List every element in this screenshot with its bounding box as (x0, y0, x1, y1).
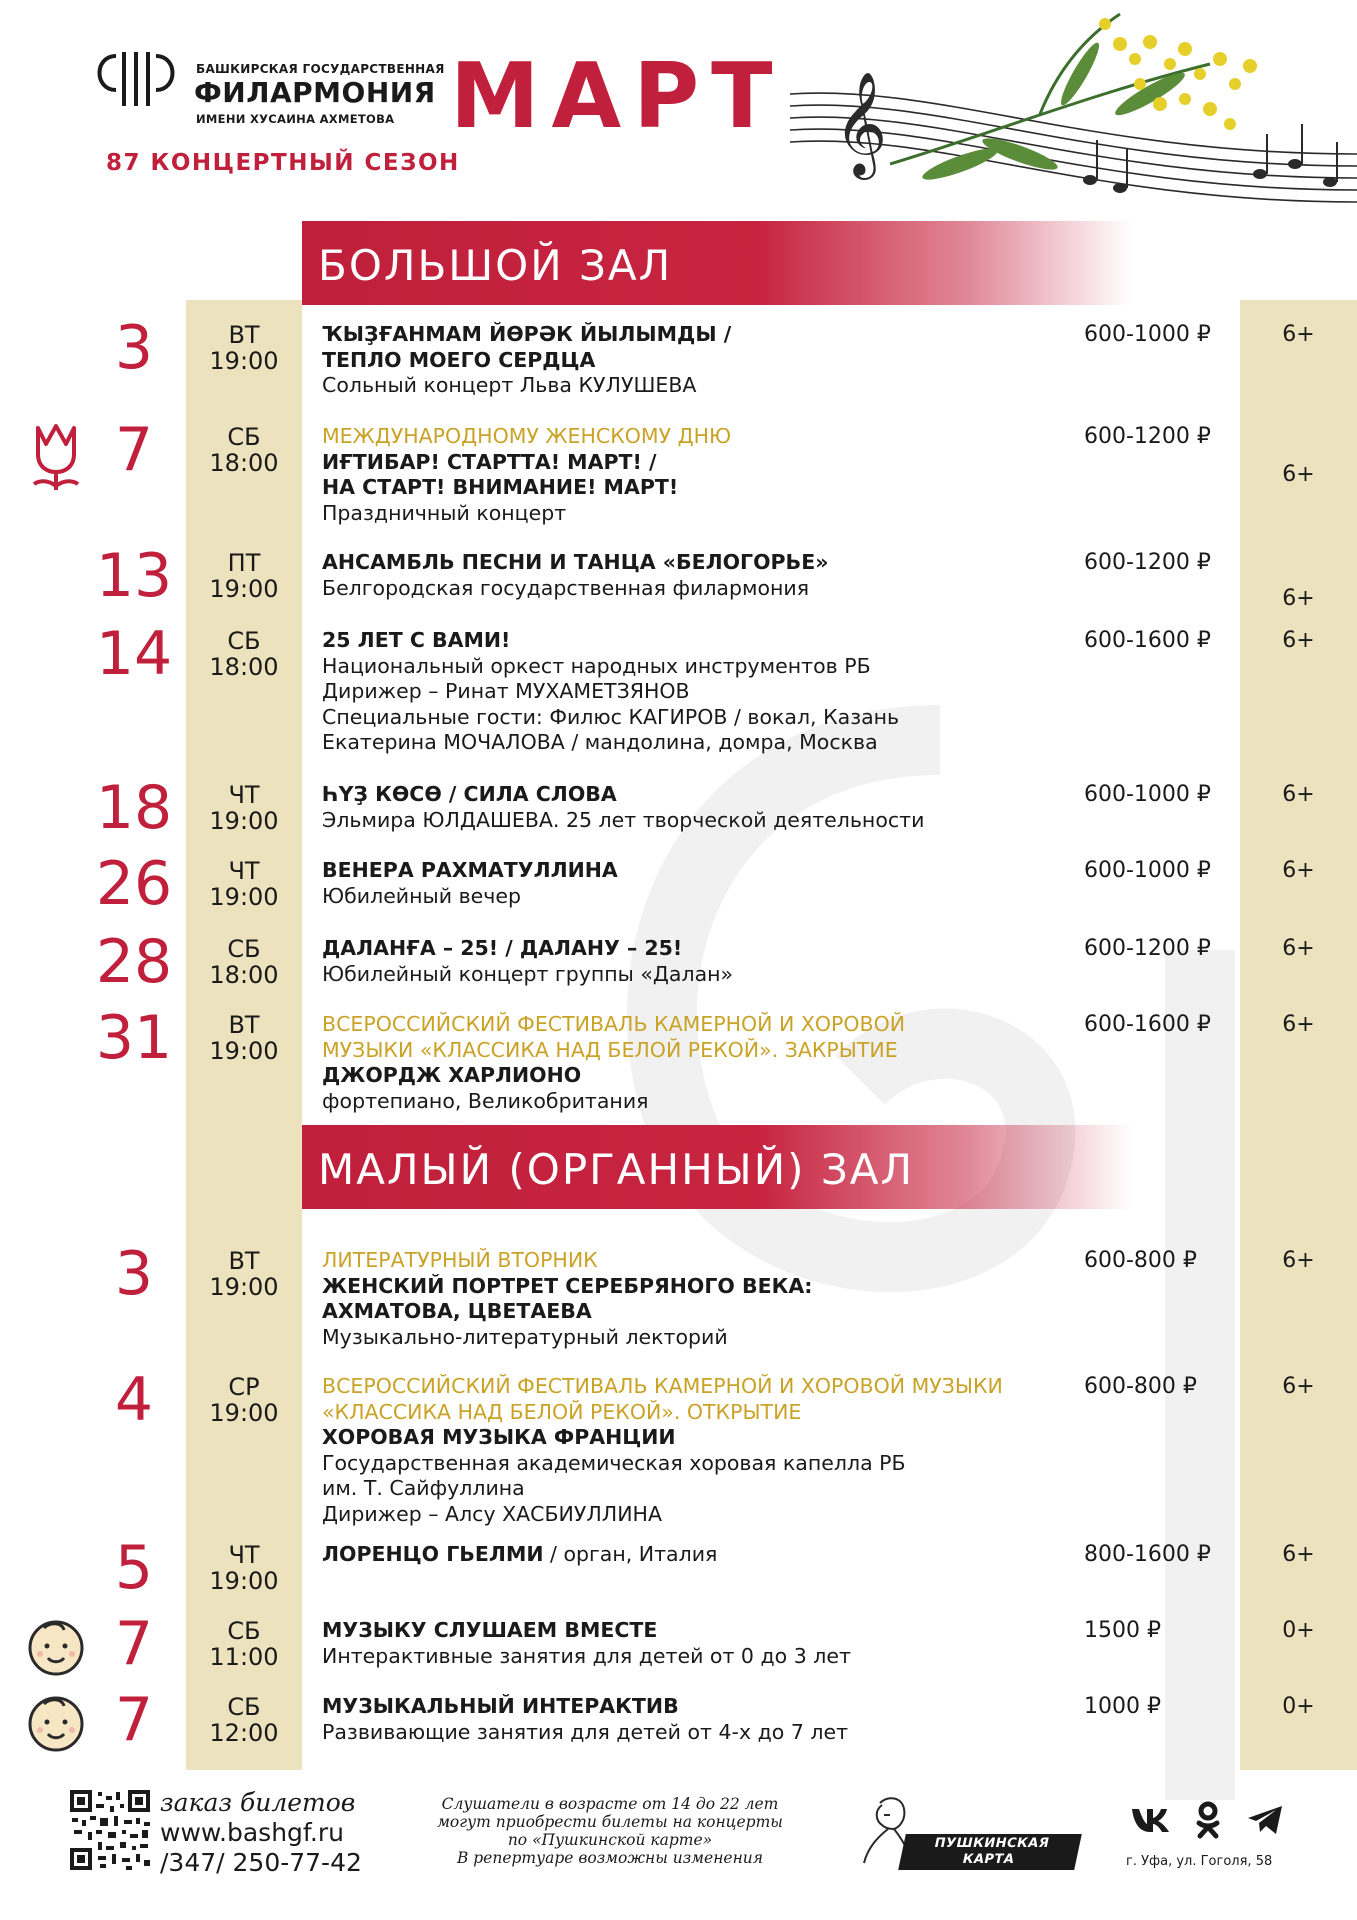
event-age-rating: 0+ (1282, 1618, 1315, 1643)
event-price: 600-800 ₽ (1084, 1248, 1197, 1273)
mimosa-music-decoration (790, 4, 1357, 254)
event-description (322, 550, 1082, 601)
event-weekday: ЧТ (228, 781, 260, 809)
event-subtitle: Государственная академическая хоровая капелла РБ (322, 1450, 906, 1475)
event-subtitle: Юбилейный концерт группы «Далан» (322, 961, 734, 986)
event-subtitle: Интерактивные занятия для детей от 0 до 3 лет (322, 1643, 851, 1668)
event-description (322, 1694, 1082, 1745)
event-weekday: СБ (227, 627, 261, 655)
event-weekday: ЧТ (228, 1541, 260, 1569)
event-day: 31 (95, 1003, 173, 1073)
event-age-rating: 6+ (1282, 782, 1315, 807)
event-tag-line2: «КЛАССИКА НАД БЕЛОЙ РЕКОЙ». ОТКРЫТИЕ (322, 1399, 802, 1424)
event-title: ДЖОРДЖ ХАРЛИОНО (322, 1063, 582, 1087)
month-title: МАРТ (450, 44, 785, 149)
event-title: АНСАМБЛЬ ПЕСНИ И ТАНЦА «БЕЛОГОРЬЕ» (322, 550, 829, 574)
event-day: 26 (95, 849, 173, 919)
event-age-rating: 6+ (1282, 322, 1315, 347)
event-title: ХОРОВАЯ МУЗЫКА ФРАНЦИИ (322, 1425, 676, 1449)
event-day: 7 (114, 1609, 154, 1679)
event-weekday: ВТ (228, 1247, 260, 1275)
event-day: 7 (114, 415, 154, 485)
pushkin-card-badge[interactable] (898, 1834, 1082, 1870)
event-price: 1000 ₽ (1084, 1694, 1161, 1719)
event-title: ДАЛАНҒА – 25! / ДАЛАНУ – 25! (322, 936, 683, 960)
event-price: 600-1600 ₽ (1084, 1012, 1211, 1037)
event-title-line2: ТЕПЛО МОЕГО СЕРДЦА (322, 347, 596, 372)
event-time: 19:00 (209, 1037, 279, 1065)
event-age-rating: 6+ (1282, 628, 1315, 653)
event-title (322, 1542, 1082, 1568)
social-links (1130, 1800, 1290, 1840)
event-title: ҺҮҘ КӨСӨ / СИЛА СЛОВА (322, 782, 617, 806)
event-day: 4 (114, 1365, 154, 1435)
event-weekday: СБ (227, 423, 261, 451)
event-time: 19:00 (209, 575, 279, 603)
event-weekday: СБ (227, 1617, 261, 1645)
org-name-line3: ИМЕНИ ХУСАИНА АХМЕТОВА (196, 112, 395, 126)
event-description (322, 322, 1082, 399)
event-description (322, 628, 1082, 756)
event-tag: ВСЕРОССИЙСКИЙ ФЕСТИВАЛЬ КАМЕРНОЙ И ХОРОВОЙ (322, 1012, 906, 1036)
event-title: МУЗЫКУ СЛУШАЕМ ВМЕСТЕ (322, 1618, 658, 1642)
event-title-line2: НА СТАРТ! ВНИМАНИЕ! МАРТ! (322, 475, 679, 499)
event-price: 600-800 ₽ (1084, 1374, 1197, 1399)
event-price: 600-1200 ₽ (1084, 936, 1211, 961)
hall-title: МАЛЫЙ (ОРГАННЫЙ) ЗАЛ (318, 1145, 915, 1194)
event-day: 18 (95, 773, 173, 843)
event-tag-line2: МУЗЫКИ «КЛАССИКА НАД БЕЛОЙ РЕКОЙ». ЗАКРЫТИЕ (322, 1037, 898, 1062)
website-link[interactable]: www.bashgf.ru (160, 1818, 344, 1847)
event-time: 19:00 (209, 347, 279, 375)
svg-text:𝄞: 𝄞 (834, 71, 888, 176)
org-name: ФИЛАРМОНИЯ (194, 76, 436, 109)
hall-banner-large (302, 221, 1132, 305)
event-subtitle: Музыкально-литературный лекторий (322, 1324, 728, 1349)
event-description (322, 1248, 1082, 1350)
event-subtitle: Белгородская государственная филармония (322, 575, 810, 600)
event-price: 1500 ₽ (1084, 1618, 1161, 1643)
event-weekday: ВТ (228, 321, 260, 349)
pushkin-label-line: ПУШКИНСКАЯ (932, 1836, 1051, 1851)
event-age-rating: 0+ (1282, 1694, 1315, 1719)
telegram-icon[interactable] (1246, 1804, 1284, 1836)
philharmonic-logo (86, 50, 186, 108)
event-age-rating: 6+ (1282, 858, 1315, 883)
event-weekday: ЧТ (228, 857, 260, 885)
vk-icon[interactable] (1130, 1806, 1172, 1834)
note-line: В репертуаре возможны изменения (456, 1849, 764, 1867)
event-title-line2: АХМАТОВА, ЦВЕТАЕВА (322, 1299, 592, 1323)
event-day: 14 (95, 619, 173, 689)
event-title-suffix: / орган, Италия (543, 1542, 718, 1566)
event-title: ИҒТИБАР! СТАРТТА! МАРТ! / (322, 449, 657, 474)
event-time: 11:00 (209, 1643, 279, 1671)
event-subtitle: Развивающие занятия для детей от 4-х до 7 лет (322, 1719, 849, 1744)
event-subtitle: Екатерина МОЧАЛОВА / мандолина, домра, Москва (322, 730, 878, 754)
event-age-rating: 6+ (1282, 586, 1315, 611)
phone-number[interactable]: /347/ 250-77-42 (160, 1848, 362, 1877)
event-title: МУЗЫКАЛЬНЫЙ ИНТЕРАКТИВ (322, 1694, 679, 1718)
event-day: 5 (114, 1533, 154, 1603)
event-age-rating: 6+ (1282, 462, 1315, 487)
event-age-rating: 6+ (1282, 1374, 1315, 1399)
event-subtitle: Сольный концерт Льва КУЛУШЕВА (322, 373, 697, 397)
event-time: 18:00 (209, 449, 279, 477)
event-price: 800-1600 ₽ (1084, 1542, 1211, 1567)
event-weekday: ВТ (228, 1011, 260, 1039)
event-subtitle: Специальные гости: Филюс КАГИРОВ / вокал, Казань (322, 704, 900, 729)
event-time: 19:00 (209, 1399, 279, 1427)
event-title: 25 ЛЕТ С ВАМИ! (322, 628, 511, 652)
event-subtitle: Национальный оркест народных инструментов РБ (322, 653, 871, 678)
event-description (322, 424, 1082, 526)
event-tag: МЕЖДУНАРОДНОМУ ЖЕНСКОМУ ДНЮ (322, 424, 732, 448)
event-subtitle: Праздничный концерт (322, 500, 567, 525)
ticket-order-label: заказ билетов (160, 1788, 356, 1817)
event-age-rating: 6+ (1282, 1542, 1315, 1567)
event-time: 19:00 (209, 1273, 279, 1301)
address: г. Уфа, ул. Гоголя, 58 (1126, 1854, 1273, 1869)
note-line: по «Пушкинской карте» (507, 1831, 713, 1849)
event-day: 13 (95, 541, 173, 611)
pushkin-card-note (400, 1795, 820, 1867)
event-time: 18:00 (209, 961, 279, 989)
hall-banner-organ (302, 1125, 1132, 1209)
odnoklassniki-icon[interactable] (1194, 1800, 1222, 1840)
event-description (322, 1542, 1082, 1568)
event-age-rating: 6+ (1282, 1012, 1315, 1037)
event-subtitle: им. Т. Сайфуллина (322, 1476, 525, 1500)
event-subtitle: Юбилейный вечер (322, 883, 521, 908)
event-weekday: СР (228, 1373, 260, 1401)
event-title: ВЕНЕРА РАХМАТУЛЛИНА (322, 858, 618, 882)
event-price: 600-1600 ₽ (1084, 628, 1211, 653)
event-day: 7 (114, 1685, 154, 1755)
event-tag: ЛИТЕРАТУРНЫЙ ВТОРНИК (322, 1248, 598, 1272)
event-title: ҠЫҘҒАНМАМ ЙӨРӘК ЙЫЛЫМДЫ / (322, 322, 732, 346)
event-time: 19:00 (209, 807, 279, 835)
event-description (322, 936, 1082, 987)
note-line: могут приобрести билеты на концерты (437, 1813, 783, 1831)
pushkin-label-line: КАРТА (960, 1852, 1016, 1867)
event-description (322, 1012, 1082, 1114)
event-day: 28 (95, 927, 173, 997)
qr-code[interactable] (70, 1790, 150, 1870)
hall-title: БОЛЬШОЙ ЗАЛ (318, 241, 673, 290)
event-title-text: ЛОРЕНЦО ГЬЕЛМИ (322, 1542, 544, 1566)
event-tag: ВСЕРОССИЙСКИЙ ФЕСТИВАЛЬ КАМЕРНОЙ И ХОРОВОЙ МУЗЫКИ (322, 1374, 1003, 1398)
event-price: 600-1200 ₽ (1084, 550, 1211, 575)
event-time: 12:00 (209, 1719, 279, 1747)
event-price: 600-1200 ₽ (1084, 424, 1211, 449)
event-description (322, 1374, 1082, 1527)
event-subtitle: Дирижер – Ринат МУХАМЕТЗЯНОВ (322, 679, 690, 703)
org-name-line1: БАШКИРСКАЯ ГОСУДАРСТВЕННАЯ (196, 62, 445, 76)
event-description (322, 782, 1082, 833)
event-weekday: СБ (227, 935, 261, 963)
event-subtitle: Дирижер – Алсу ХАСБИУЛЛИНА (322, 1501, 662, 1526)
event-day: 3 (114, 1239, 154, 1309)
event-description (322, 858, 1082, 909)
event-age-rating: 6+ (1282, 1248, 1315, 1273)
event-weekday: СБ (227, 1693, 261, 1721)
event-weekday: ПТ (227, 549, 261, 577)
event-price: 600-1000 ₽ (1084, 782, 1211, 807)
event-time: 18:00 (209, 653, 279, 681)
event-title: ЖЕНСКИЙ ПОРТРЕТ СЕРЕБРЯНОГО ВЕКА: (322, 1273, 813, 1298)
event-age-rating: 6+ (1282, 936, 1315, 961)
event-subtitle: Эльмира ЮЛДАШЕВА. 25 лет творческой деятельности (322, 807, 925, 832)
event-price: 600-1000 ₽ (1084, 322, 1211, 347)
event-subtitle: фортепиано, Великобритания (322, 1088, 649, 1113)
event-price: 600-1000 ₽ (1084, 858, 1211, 883)
event-time: 19:00 (209, 1567, 279, 1595)
event-description (322, 1618, 1082, 1669)
event-time: 19:00 (209, 883, 279, 911)
note-line: Слушатели в возрасте от 14 до 22 лет (441, 1795, 779, 1813)
season-label: 87 КОНЦЕРТНЫЙ СЕЗОН (106, 150, 460, 176)
event-day: 3 (114, 313, 154, 383)
